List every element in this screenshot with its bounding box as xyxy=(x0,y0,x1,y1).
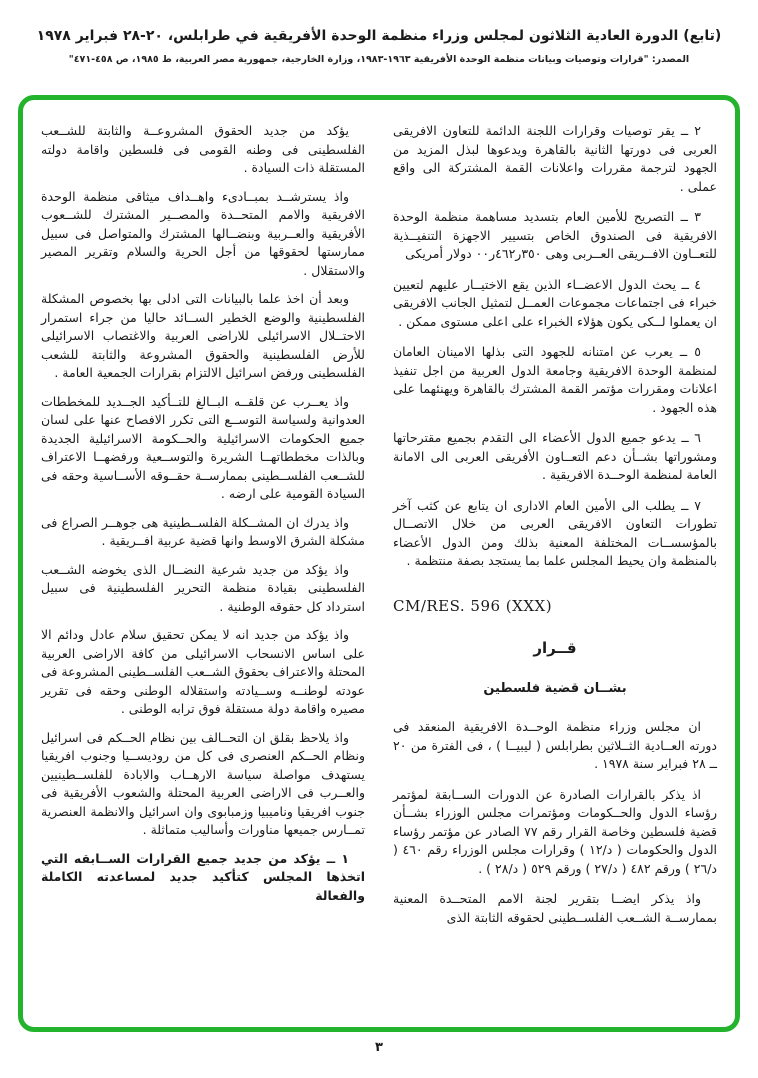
preamble-paragraph-1: يؤكد من جديد الحقوق المشروعــة والثابتة للشــعب الفلسطينى فى وطنه القومى فى فلسطين واقامة دولته المستقلة ذات السيادة . xyxy=(41,123,365,175)
preamble-paragraph-5: واذ يدرك ان المشــكلة الفلســطينية هى جوهــر الصراع فى مشكلة الشرق الاوسط وانها قضية عربية افــريقية . xyxy=(41,514,365,548)
operative-paragraph-5: ٥ ــ يعرب عن امتنانه للجهود التى بذلها الامينان العامان لمنظمة الوحدة الافريقية وجامعة الدول العربية من اجل تنفيذ اعلانات ومقررات مؤتمر القمة المشترك بالقاهرة ويهنئهما على هذه الجهود . xyxy=(393,344,717,415)
resolution-heading: قــرار xyxy=(533,639,577,657)
document-source-line: المصدر: "قرارات وتوصيات وبيانات منظمة الوحدة الأفريقية ١٩٦٣-١٩٨٣، وزارة الخارجية، جمهورية مصر العربية، ط ١٩٨٥، ص ٤٥٨-٤٧١" xyxy=(68,54,690,66)
resolution-preamble-3: واذ يذكر ايضــا بتقرير لجنة الامم المتحــدة المعنية بممارســة الشــعب الفلســطينى لحقوقه الثابتة الذى xyxy=(393,891,717,925)
preamble-paragraph-2: واذ يسترشــد بمبــادىء واهــداف ميثاقى منظمة الوحدة الافريقية والامم المتحــدة والمصــير المشترك للشــعوب الأفريقية والعــربية وبنضــالها المشترك والمتواصل فى سبيل ممارستها لحقوقها من أجل الحرية والسلام وتقرير المصير والاستقلال . xyxy=(41,188,365,278)
document-header xyxy=(0,27,758,65)
left-column xyxy=(41,122,365,1027)
operative-paragraph-2: ٢ ــ يقر توصيات وقرارات اللجنة الدائمة للتعاون الافريقى العربى فى دورتها الثانية بالقاهرة ويدعوها لبذل المزيد من الجهود لترجمة مقررات واعلانات القمة المشتركة الى واقع عملى . xyxy=(393,123,717,194)
right-column xyxy=(393,122,717,1027)
preamble-paragraph-4: واذ يعــرب عن قلقــه البــالغ للتــأكيد الجــديد للمخططات العدوانية ولسياسة التوســع التى تكرر الافصاح عنها على لسان جميع الحكومات الاسرائيلية والحــكومة الاسرائيلية الجديدة وبالذات مخططاتهــا الشريرة والتوســعية ورفضهــا الاعتراف للشــعب الفلســطينى بممارســة حقــوقه الأســاسية وحقه فى السيادة القومية على ارضه . xyxy=(41,393,365,501)
operative-paragraph-4: ٤ ــ يحث الدول الاعضــاء الذين يقع الاختيــار عليهم لتعيين خبراء فى اجتماعات مجموعات العمــل لتمثيل الجانب الافريقى ان يعملوا لــكى يكون هؤلاء الخبراء على اعلى مستوى ممكن . xyxy=(393,276,717,329)
document-title: (تابع) الدورة العادية الثلاثون لمجلس وزراء منظمة الوحدة الأفريقية في طرابلس، ٢٠-٢٨ فبراير ١٩٧٨ xyxy=(36,28,722,44)
operative-paragraph-6: ٦ ــ يدعو جميع الدول الأعضاء الى التقدم بجميع مقترحاتها ومشوراتها بشــأن دعم التعــاون الأفريقى العربى الى الامانة العامة لمنظمة الوحــدة الافريقية . xyxy=(393,430,717,482)
preamble-paragraph-7: واذ يؤكد من جديد انه لا يمكن تحقيق سلام عادل ودائم الا على اساس الانسحاب الاسرائيلى من كافة الاراضى العربية المحتلة والاعتراف بحقوق الشــعب الفلســطينى المشروعة فى عودته لوطنــه وســيادته واستقلاله الوطنى وحقه فى تقرير مصيره واقامة دولة مستقلة فوق ترابه الوطنى . xyxy=(41,627,365,716)
resolution-preamble-1: ان مجلس وزراء منظمة الوحــدة الافريقية المنعقد فى دورته العــادية الثــلاثين بطرابلس ( ليبيــا ) ، فى الفترة من ٢٠ ــ ٢٨ فبراير سنة ١٩٧٨ . xyxy=(393,719,717,771)
resolution-preamble-2: اذ يذكر بالقرارات الصادرة عن الدورات الســابقة لمؤتمر رؤساء الدول والحــكومات ومؤتمرات مجلس الوزراء بشــأن قضية فلسطين وخاصة القرار رقم ٧٧ الصادر عن مؤتمر رؤساء الدول والحكومات ( د/١٢ ) وقرارات مجلس الوزراء رقم ٤٦٠ ( د/٢٦ ) ورقم ٤٨٢ ( د/٢٧ ) ورقم ٥٢٩ ( د/٢٨ ) . xyxy=(393,786,717,876)
preamble-paragraph-3: وبعد أن اخذ علما بالبيانات التى ادلى بها بخصوص المشكلة الفلسطينية والوضع الخطير الســائد حاليا من جراء استمرار الاحتــلال الاسرائيلى للاراضى العربية والاغتصاب الاسرائيلى للأرض الفلسطينية والحقوق المشروعة والثابتة للشعب الفلسطينى ورفض اسرائيل الالتزام بقرارات الجمعية العامة . xyxy=(41,291,365,380)
resolution-subheading: بشــان قضية فلسطين xyxy=(483,680,627,696)
preamble-paragraph-8: واذ يلاحظ بقلق ان التحــالف بين نظام الحــكم فى اسرائيل ونظام الحــكم العنصرى فى كل من روديســيا وجنوب افريقيا يستهدف مواصلة سياسة الارهــاب والابادة للفلســطينيين والعــرب فى الاراضى العربية المحتلة والشعوب الأفريقية فى جنوب افريقيا وناميبيا وزمبابوى وان اسرائيل والانظمة العنصرية تمــارس جميعها مناورات وأساليب متماثلة . xyxy=(41,729,365,837)
operative-paragraph-1: ١ ــ يؤكد من جديد جميع القرارات الســابقه التي اتخذها المجلس كتأكيد جديد لمساعدته الكاملة والفعالة xyxy=(41,850,365,903)
operative-paragraph-3: ٣ ــ التصريح للأمين العام بتسديد مساهمة منظمة الوحدة الافريقية فى الصندوق الخاص بتسيير الاجهزة التنفيــذية للتعــاون الافــريقى العــربى وهى ٣٥٠ر٤٦٢ر٠٠ دولار أمريكى xyxy=(393,209,717,261)
operative-paragraph-7: ٧ ــ يطلب الى الأمين العام الادارى ان يتابع عن كثب آخر تطورات التعاون الافريقى العربى من خلال الاتصــال بالمؤسســات المختلفة المعنية بذلك ومن الدول الأعضاء بالمنظمة وان يحيط المجلس علما بما يستجد بصفة منتظمة . xyxy=(393,497,717,568)
content-frame xyxy=(18,95,740,1032)
page-number: ٣ xyxy=(375,1040,383,1055)
preamble-paragraph-6: واذ يؤكد من جديد شرعية النضــال الذى يخوضه الشــعب الفلسطينى بقيادة منظمة التحرير الفلسطينية فى سبيل استرداد كل حقوقه الوطنية . xyxy=(41,561,365,614)
resolution-code: CM/RES. 596 (XXX) xyxy=(393,596,553,615)
